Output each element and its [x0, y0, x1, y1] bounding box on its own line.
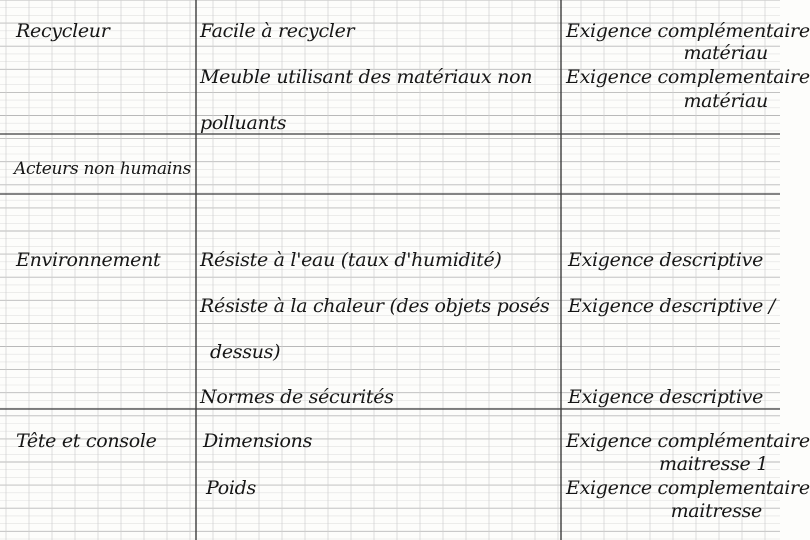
- requirement-type-line-1: Exigence complementaire: [566, 66, 810, 88]
- requirement-facile-a-recycler: Facile à recycler: [200, 20, 355, 42]
- requirement-resiste-chaleur-line-2: dessus): [210, 341, 281, 363]
- requirement-type-line-1: Exigence complémentaire: [566, 430, 810, 452]
- requirement-resiste-chaleur-line-1: Résiste à la chaleur (des objets posés: [200, 295, 550, 317]
- requirement-type-line-1: Exigence complémentaire: [566, 20, 810, 42]
- requirement-poids: Poids: [206, 477, 256, 499]
- requirement-type: Exigence descriptive /: [568, 295, 775, 317]
- actor-recycleur: Recycleur: [16, 20, 110, 42]
- requirement-normes-securites: Normes de sécurités: [200, 386, 394, 408]
- requirement-dimensions: Dimensions: [203, 430, 313, 452]
- requirement-materiaux-non-polluants-line-1: Meuble utilisant des matériaux non: [200, 66, 533, 88]
- requirement-type: Exigence descriptive: [568, 249, 764, 271]
- requirement-type-line-2: matériau: [683, 90, 768, 112]
- requirement-resiste-eau: Résiste à l'eau (taux d'humidité): [200, 249, 502, 271]
- actor-environnement: Environnement: [16, 249, 161, 271]
- requirement-type-line-2: maitresse 1: [659, 453, 768, 475]
- actor-acteurs-non-humains: Acteurs non humains: [14, 159, 191, 179]
- requirement-type-line-2: matériau: [683, 42, 768, 64]
- requirement-type: Exigence descriptive: [568, 386, 764, 408]
- requirement-materiaux-non-polluants-line-2: polluants: [200, 112, 287, 134]
- requirement-type-line-2: maitresse: [670, 500, 762, 522]
- actor-tete-et-console: Tête et console: [16, 430, 157, 452]
- requirement-type-line-1: Exigence complementaire: [566, 477, 810, 499]
